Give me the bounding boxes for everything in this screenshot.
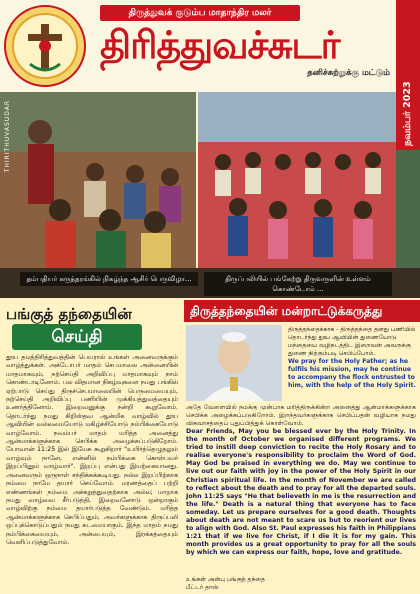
right-body-tamil: அதே வேளையில் நமக்கு முன்பாக மரித்திருக்கின்ற அனைத்து ஆன்மாக்களுக்காக செபிக்க அழைக்கப்படுகிறோம். இறந்தவர்களுக்காக செபிப்பதன் வழியாக நமது விசுவாசத்தைப் புதுப்பித்துக் கொள்வோம். [186, 404, 416, 427]
trinity-logo [4, 2, 86, 90]
intention-tamil: திருத்தந்தைக்காக - திருத்தந்தை தனது பணியில் தொடர்ந்து தூய ஆவியின் துணையோடு மந்தையை வழிநடத்திட இறைவன் அவருக்கு துணை நிற்கும்படி செபிப்போம். [288, 326, 416, 357]
right-body-english: Dear Friends, May you be blessed ever by the Holy Trinity. In the month of October we organised different programs. We tried to instill deep conviction to recite the Holy Rosary and to realise everyone's responsibility to proclaim the Word of God. May God be praised in everything we do. May we continue to live out our faith with joy in the power of the Holy Spirit in our Christian spiritual life. In the month of November we are called to reflect about the death and to pray for all the departed souls. John 11:25 says "He that believeth in me is the resurrection and the life." Death is a natural thing that everyone has to face someday. Let us prepare ourselves for a good death. Thoughts about death are not meant to scare us but to reorient our lives to align with God. Also St. Paul expresses his faith in Philippians 1:21 that if we live for Christ, if I die it is for my gain. This month provides us a great opportunity to pray for all the souls by which we can express our faith, hope, love and gratitude. [186, 428, 416, 557]
issue-date: நவம்பர் 2023 [402, 81, 413, 146]
side-label: THIRITHUVASUDAR [4, 100, 11, 173]
tagline: திருத்துவக் குடும்ப மாதாந்திர மலர் [100, 5, 300, 21]
magazine-title: திரித்துவச்சுடர் [100, 23, 340, 67]
pope-portrait [186, 325, 282, 401]
pope-intention-heading: திருத்தந்தையின் மன்றாட்டுக்கருத்து [190, 304, 383, 318]
couples-seminar-photo [0, 92, 196, 270]
sign-off: உங்கள் அன்பு பங்குத் தந்தை பீட்டர் தாஸ் [186, 576, 265, 591]
message-label: செய்தி [12, 324, 142, 350]
subtag: தனிச்சுற்றுக்கு மட்டும் [307, 68, 390, 78]
priest-message-body: தூய தமத்திரித்துவத்தின் பெயரால் உங்கள் அனைவருக்கும் வாழ்த்துக்கள். அக்டோபர் மாதம் செபமாலை அன்னையின் மாதமாகவும், நற்செய்தி அறிவிப்பு மாதமாகவும் நாம் கொண்டாடினோம். பல விதமான நிகழ்வுகளை நமது பங்கில் ஏற்பாடு செய்து திருச்செபமாலையின் பெருமையையும், நற்செய்தி அறிவிப்பு பணியின் முக்கியத்துவத்தையும் உணர்த்தினோம். இறைவனுக்கு நன்றி கூறுவோம். தொடர்ந்து நமது கிறிஸ்தவ ஆன்மிக வாழ்வில் தூய ஆவியின் வல்லமையோடு மகிழ்ச்சியோடு நம்பிக்கையோடு வாழ்வோம். நவம்பர் மாதம் மரித்த அனைத்து ஆன்மாக்களுக்காக செபிக்க அழைக்கப்படுகிறோம். யோவான் 11:25 இல் இயேசு கூறுகிறார் "உயிர்த்தெழுதலும் வாழ்வும் நானே, என்னில் நம்பிக்கை கொள்பவர் இறப்பினும் வாழ்வார்". இறப்பு என்பது இயற்கையானது. அனைவரும் ஒருநாள் சந்திக்கக்கூடியது. நல்ல இறப்பிற்காக நம்மை நாமே தயார் செய்வோம். மரணத்தைப் பற்றி எண்ணங்கள் நம்மை அச்சுறுத்துவதற்காக அல்ல; மாறாக நமது வாழ்வை சீர்படுத்தி, இறைவனோடு ஒன்றாகும் வாழ்விற்கு நம்மை தயார்படுத்த வேண்டும். மரித்த ஆன்மாக்களுக்காக செபிப்பதும், அவர்களுக்காக திருப்பலி ஒப்புக்கொடுப்பதும் நமது கடமையாகும். இந்த மாதம் நமது நம்பிக்கையையும், அன்பையும், இரக்கத்தையும் வெளிப்படுத்துவோம். [6, 354, 178, 546]
children-mass-photo [198, 92, 396, 270]
photo-edge [396, 150, 420, 270]
right-photo-caption: திருப்பலியில் பங்கேற்று திருவருளின் உள்ளம் கொண்டோம் ... [204, 272, 392, 296]
intention-english: We pray for the Holy Father; as he fulfils his mission, may he continue to accompany the flock entrusted to him, with the help of the Holy Spirit. [288, 358, 416, 389]
date-strip [396, 0, 420, 150]
left-photo-caption: தம்பதியர் கருத்தரங்கில் நிகழ்ந்த ஆசிர் பெருவிழா... [20, 272, 198, 286]
parish-priest-heading: பங்குத் தந்தையின் [6, 305, 132, 323]
